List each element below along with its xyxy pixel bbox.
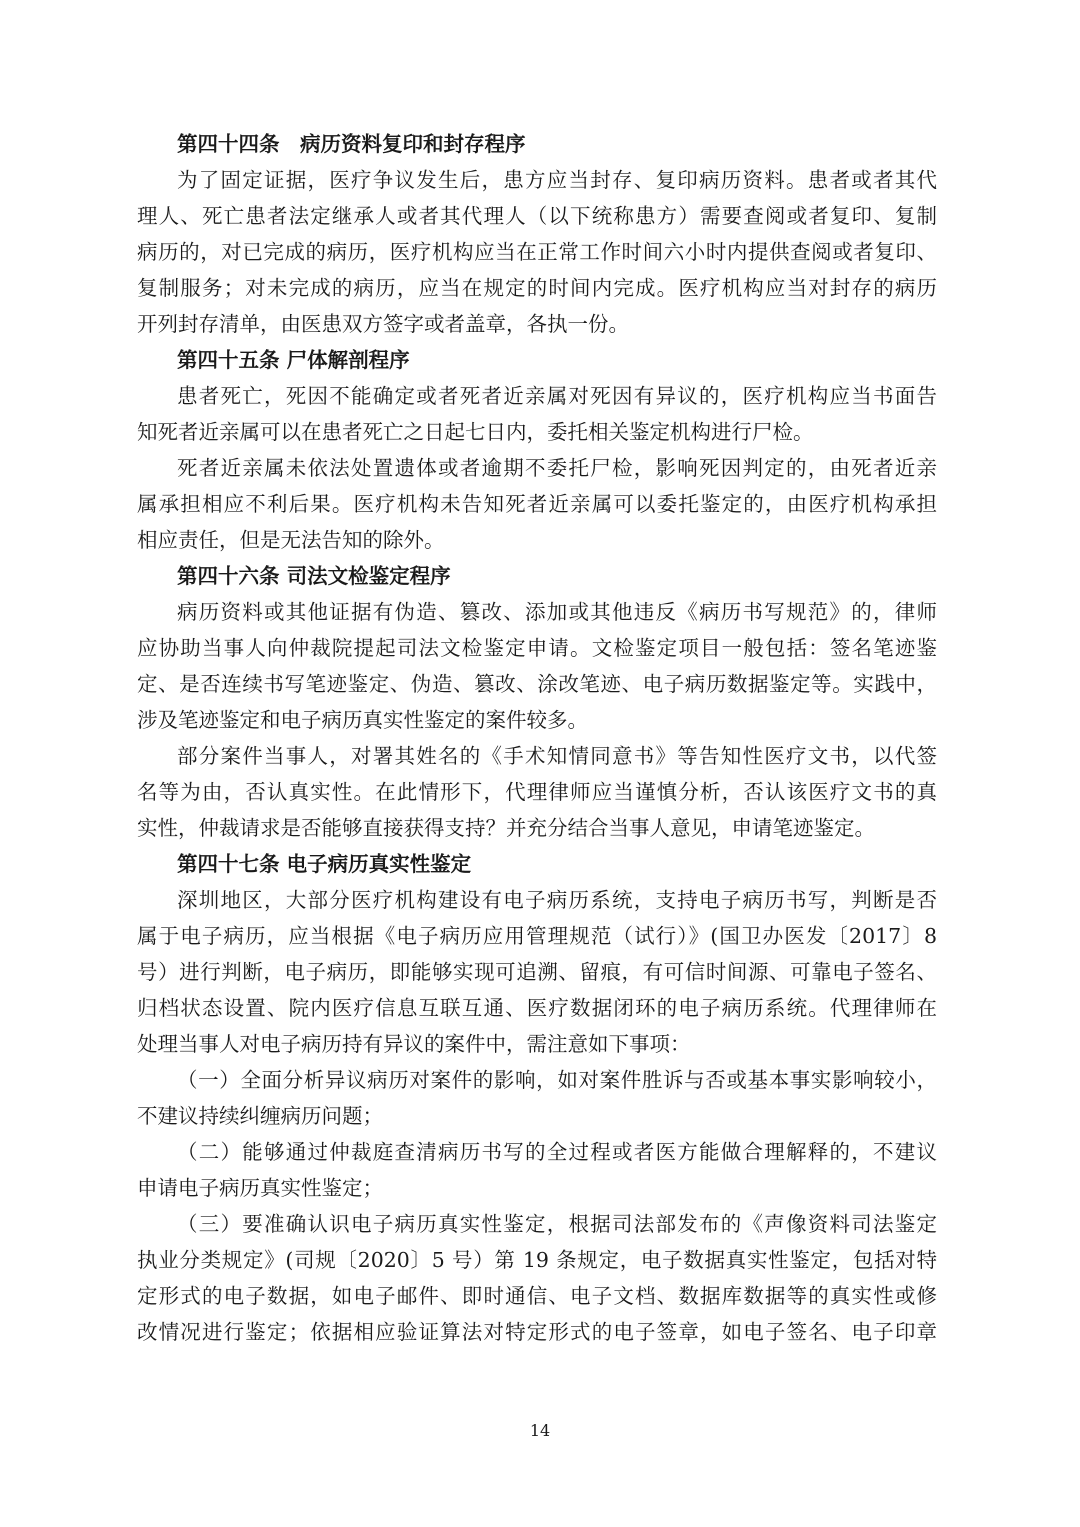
text-line: 实性，仲裁请求是否能够直接获得支持？并充分结合当事人意见，申请笔迹鉴定。 xyxy=(137,816,875,840)
text-line: 病历的，对已完成的病历，医疗机构应当在正常工作时间六小时内提供查阅或者复印、 xyxy=(137,240,937,264)
text-line: 定、是否连续书写笔迹鉴定、伪造、篡改、涂改笔迹、电子病历数据鉴定等。实践中， xyxy=(137,672,937,696)
text-line: 知死者近亲属可以在患者死亡之日起七日内，委托相关鉴定机构进行尸检。 xyxy=(137,420,814,444)
text-line: 病历资料或其他证据有伪造、篡改、添加或其他违反《病历书写规范》的，律师 xyxy=(177,600,937,624)
text-line: 处理当事人对电子病历持有异议的案件中，需注意如下事项： xyxy=(137,1032,691,1056)
text-line: 属于电子病历，应当根据《电子病历应用管理规范（试行）》(国卫办医发〔2017〕8 xyxy=(137,924,937,948)
text-line: 属承担相应不利后果。医疗机构未告知死者近亲属可以委托鉴定的，由医疗机构承担 xyxy=(137,492,937,516)
section-44 xyxy=(137,126,937,342)
section-heading: 第四十四条 病历资料复印和封存程序 xyxy=(177,132,526,156)
paragraph xyxy=(137,162,937,342)
text-line: 复制服务；对未完成的病历，应当在规定的时间内完成。医疗机构应当对封存的病历 xyxy=(137,276,937,300)
text-line: 定形式的电子数据，如电子邮件、即时通信、电子文档、数据库数据等的真实性或修 xyxy=(137,1284,937,1308)
text-line: 涉及笔迹鉴定和电子病历真实性鉴定的案件较多。 xyxy=(137,708,588,732)
section-45 xyxy=(137,342,937,558)
text-line: 深圳地区，大部分医疗机构建设有电子病历系统，支持电子病历书写，判断是否 xyxy=(177,888,937,912)
paragraph xyxy=(137,1206,937,1350)
section-47 xyxy=(137,846,937,1350)
paragraph xyxy=(137,882,937,1062)
text-line: 不建议持续纠缠病历问题； xyxy=(137,1104,383,1128)
text-line: 死者近亲属未依法处置遗体或者逾期不委托尸检，影响死因判定的，由死者近亲 xyxy=(177,456,937,480)
paragraph xyxy=(137,450,937,558)
text-line: 执业分类规定》(司规〔2020〕5 号）第 19 条规定，电子数据真实性鉴定，包括对特 xyxy=(137,1248,937,1272)
section-heading: 第四十六条 司法文检鉴定程序 xyxy=(177,564,451,588)
text-line: 应协助当事人向仲裁院提起司法文检鉴定申请。文检鉴定项目一般包括：签名笔迹鉴 xyxy=(137,636,937,660)
page-number: 14 xyxy=(529,1421,551,1440)
text-line: （二）能够通过仲裁庭查清病历书写的全过程或者医方能做合理解释的，不建议 xyxy=(177,1140,937,1164)
text-line: 号）进行判断，电子病历，即能够实现可追溯、留痕，有可信时间源、可靠电子签名、 xyxy=(137,960,937,984)
text-line: 相应责任，但是无法告知的除外。 xyxy=(137,528,445,552)
text-line: 患者死亡，死因不能确定或者死者近亲属对死因有异议的，医疗机构应当书面告 xyxy=(177,384,937,408)
section-heading: 第四十七条 电子病历真实性鉴定 xyxy=(177,852,472,876)
text-line: 部分案件当事人，对署其姓名的《手术知情同意书》等告知性医疗文书，以代签 xyxy=(177,744,937,768)
text-line: 为了固定证据，医疗争议发生后，患方应当封存、复印病历资料。患者或者其代 xyxy=(177,168,937,192)
section-46 xyxy=(137,558,937,846)
paragraph xyxy=(137,1062,937,1134)
text-line: 归档状态设置、院内医疗信息互联互通、医疗数据闭环的电子病历系统。代理律师在 xyxy=(137,996,937,1020)
text-line: 开列封存清单，由医患双方签字或者盖章，各执一份。 xyxy=(137,312,629,336)
text-line: 名等为由，否认真实性。在此情形下，代理律师应当谨慎分析，否认该医疗文书的真 xyxy=(137,780,937,804)
paragraph xyxy=(137,738,937,846)
section-heading: 第四十五条 尸体解剖程序 xyxy=(177,348,410,372)
text-line: 理人、死亡患者法定继承人或者其代理人（以下统称患方）需要查阅或者复印、复制 xyxy=(137,204,937,228)
text-line: （一）全面分析异议病历对案件的影响，如对案件胜诉与否或基本事实影响较小， xyxy=(177,1068,937,1092)
text-line: （三）要准确认识电子病历真实性鉴定，根据司法部发布的《声像资料司法鉴定 xyxy=(177,1212,937,1236)
paragraph xyxy=(137,378,937,450)
paragraph xyxy=(137,594,937,738)
document-page xyxy=(137,126,937,1350)
paragraph xyxy=(137,1134,937,1206)
text-line: 申请电子病历真实性鉴定； xyxy=(137,1176,383,1200)
text-line: 改情况进行鉴定；依据相应验证算法对特定形式的电子签章，如电子签名、电子印章 xyxy=(137,1320,937,1344)
